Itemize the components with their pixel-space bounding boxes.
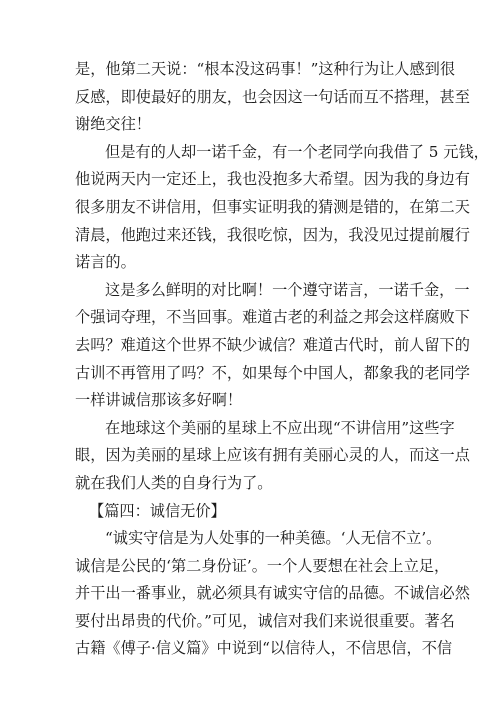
- paragraph-start-line: 但是有的人却一诺千金，有一个老同学向我借了 5 元钱，: [105, 142, 489, 161]
- paragraph-start-line: “诚实守信是为人处事的一种美德。‘人无信不立’。: [105, 529, 442, 548]
- paragraph-start-line: 在地球这个美丽的星球上不应出现“不讲信用”这些字: [105, 418, 455, 437]
- text-line: 诺言的。: [75, 253, 136, 272]
- text-line: 他说两天内一定还上，我也没抱多大希望。因为我的身边有: [75, 170, 470, 189]
- text-line: 反感，即使最好的朋友，也会因这一句话而互不搭理，甚至: [75, 87, 470, 106]
- text-line: 要付出昂贵的代价。”可见，诚信对我们来说很重要。著名: [75, 611, 455, 630]
- text-line: 古训不再管用了吗？不，如果每个中国人，都象我的老同学: [75, 363, 470, 382]
- text-line: 去吗？难道这个世界不缺少诚信？难道古代时，前人留下的: [75, 335, 470, 354]
- text-line: 很多朋友不讲信用，但事实证明我的猜测是错的，在第二天: [75, 197, 470, 216]
- paragraph-start-line: 这是多么鲜明的对比啊！一个遵守诺言，一诺千金，一: [105, 280, 470, 299]
- text-line: 个强词夺理，不当回事。难道古老的利益之邦会这样腐败下: [75, 308, 470, 327]
- text-line: 是，他第二天说：“根本没这码事！”这种行为让人感到很: [75, 60, 456, 78]
- text-line: 清晨，他跑过来还钱，我很吃惊，因为，我没见过提前履行: [75, 225, 470, 244]
- text-line: 诚信是公民的‘第二身份证’。一个人要想在社会上立足，: [75, 556, 450, 575]
- text-line: 眼，因为美丽的星球上应该有拥有美丽心灵的人，而这一点: [75, 446, 470, 465]
- text-line: 并干出一番事业，就必须具有诚实守信的品德。不诚信必然: [75, 584, 470, 603]
- text-line: 就在我们人类的自身行为了。: [75, 473, 273, 492]
- text-line: 古籍《傅子·信义篇》中说到“以信待人，不信思信，不信: [75, 639, 453, 658]
- section-heading: 【篇四：诚信无价】: [89, 501, 226, 520]
- text-line: 谢绝交往！: [75, 115, 151, 134]
- body-text: [75, 56, 489, 663]
- text-line: 一样讲诚信那该多好啊！: [75, 391, 243, 410]
